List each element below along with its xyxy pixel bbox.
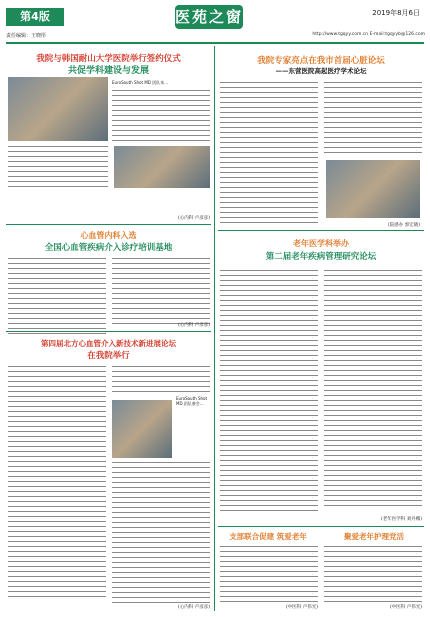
- article-4-text-col1: [220, 270, 318, 515]
- article-1-rule: [6, 224, 211, 225]
- header-rule: [6, 42, 424, 44]
- article-6-title: 支部联合促建 筑爱老年: [229, 532, 307, 541]
- column-divider: [214, 46, 215, 611]
- article-1-byline: (心内科 卢彦彦): [178, 216, 210, 221]
- article-1-subtitle: 共促学科建设与发展: [67, 66, 149, 76]
- article-1-title: 我院与韩国耐山大学医院举行签约仪式: [36, 54, 181, 64]
- section-badge: 第4版: [6, 8, 64, 26]
- article-3-title: 心血管内科入选: [80, 231, 137, 240]
- article-2-photo: [326, 160, 420, 218]
- article-6-byline: (中医科 卢伟光): [286, 605, 318, 610]
- article-6-rule: [218, 526, 424, 527]
- article-5-text-col1: [8, 366, 106, 601]
- header-meta: http://www.tgqyy.com.cn E-mail:tgqyyb@126.com: [312, 32, 425, 37]
- article-2-title: 我院专家亮点在我市首届心脏论坛: [257, 56, 385, 66]
- article-3-text-col1: [8, 258, 106, 338]
- issue-date: 2019年8月6日: [372, 9, 420, 17]
- article-1-text-side: [112, 90, 210, 145]
- article-4-byline: (老年医学科 刘丹娜): [381, 517, 422, 522]
- article-4-subtitle: 第二届老年疾病管理研究论坛: [265, 252, 377, 262]
- photo-caption-1: EuroSouth Shot MD 团队来…: [112, 80, 169, 85]
- article-7-byline: (中医科 卢伟光): [390, 605, 422, 610]
- article-3-byline: (心内科 卢彦彦): [178, 323, 210, 328]
- article-5-title: 第四届北方心血管介入新技术新进展论坛: [41, 339, 176, 348]
- article-5-byline: (心内科 卢彦彦): [178, 605, 210, 610]
- article-7-title: 聚爱老年护理党活: [344, 532, 404, 541]
- article-5-text-col2b: [112, 462, 210, 607]
- article-1-photo-2: [114, 146, 210, 188]
- article-4-title: 老年医学科举办: [293, 239, 349, 248]
- article-5-text-col2: [112, 366, 210, 396]
- article-3-text-col2: [112, 258, 210, 328]
- article-3-subtitle: 全国心血管疾病介入诊疗培训基地: [44, 243, 173, 253]
- article-1-photo-1: [8, 77, 108, 141]
- page-banner: 医苑之窗: [175, 5, 243, 29]
- article-5-photo: [112, 400, 172, 458]
- photo-caption-2: EuroSouth Shot MD 团队参会…: [176, 396, 208, 406]
- article-4-rule: [218, 230, 424, 231]
- editor-line: 责任编辑：王晓彤: [6, 33, 47, 39]
- article-3-rule: [6, 331, 211, 332]
- article-1-text-left: [8, 146, 108, 191]
- article-2-text-col2: [324, 82, 422, 157]
- article-4-text-col2: [324, 270, 422, 510]
- article-5-subtitle: 在我院举行: [87, 351, 130, 361]
- article-2-subtitle: ——东营医院高起医疗学术论坛: [275, 67, 367, 75]
- article-2-byline: (院感办 郭宏晓): [388, 223, 420, 228]
- article-2-text-col1: [220, 82, 318, 227]
- article-6-text: [220, 546, 318, 606]
- article-7-text: [324, 546, 422, 606]
